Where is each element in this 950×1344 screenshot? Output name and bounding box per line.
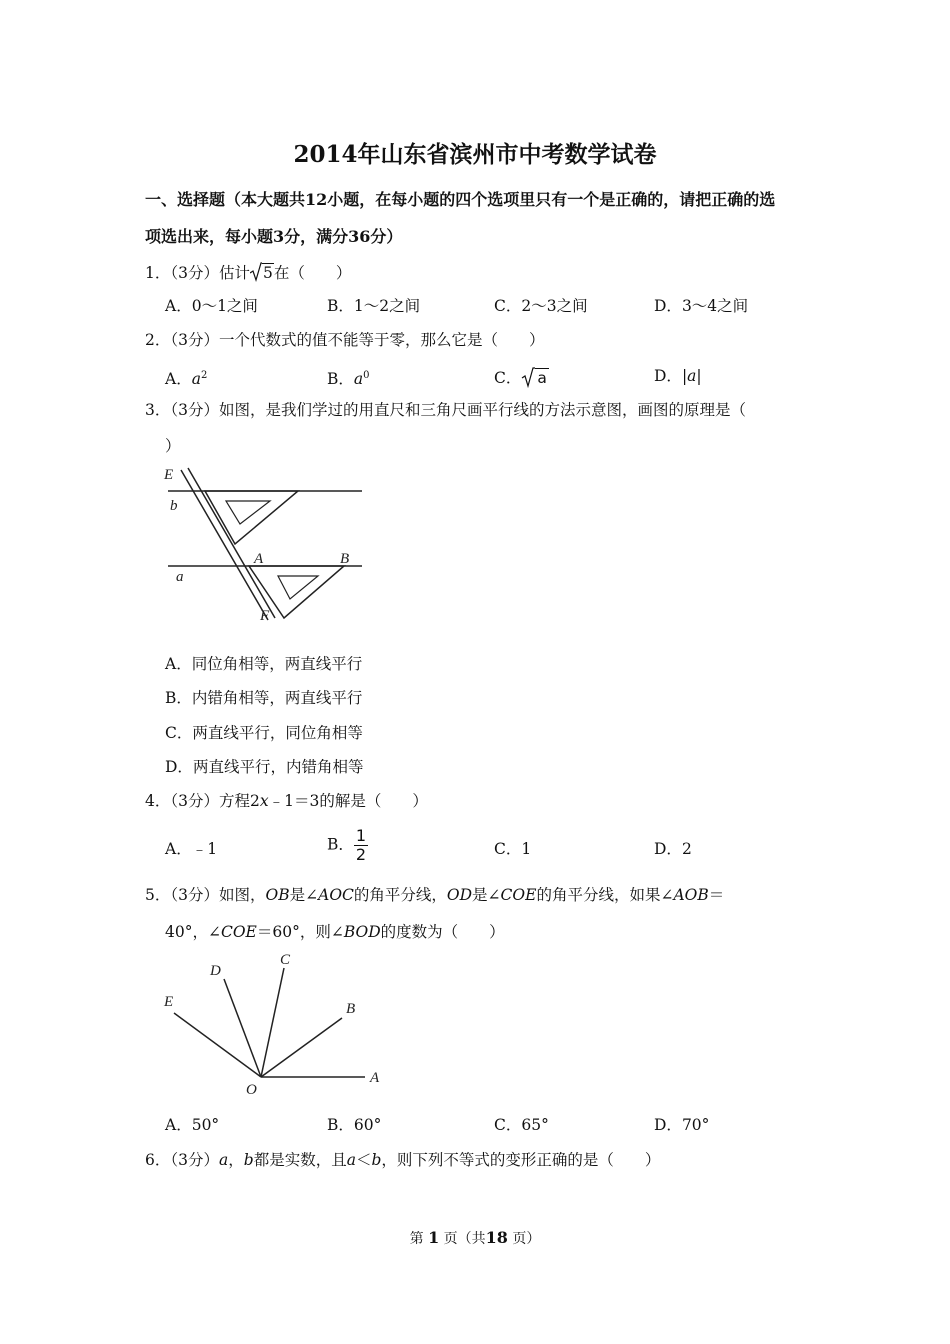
q4-option-d[interactable]: D．2 — [654, 840, 692, 858]
question-4: 4．（3分）方程2x﹣1＝3的解是（ ） — [145, 792, 428, 810]
q5-option-b[interactable]: B．60° — [327, 1116, 382, 1134]
label-A: A — [254, 551, 264, 567]
math-variable: OD — [446, 886, 473, 904]
math-variable: a — [219, 1151, 229, 1169]
angle-bisector-figure — [160, 948, 390, 1098]
math-variable: AOC — [318, 886, 354, 904]
q5-line1: 如图，OB是∠AOC的角平分线，OD是∠COE的角平分线，如果∠AOB＝ — [219, 886, 725, 904]
section-header: 一、选择题（本大题共12小题，在每小题的四个选项里只有一个是正确的，请把正确的选 — [145, 190, 776, 209]
ray-OC — [261, 968, 284, 1077]
fraction-one-half: $\frac{1}{2}$ — [355, 826, 367, 864]
q1-option-d[interactable]: D．3～4之间 — [654, 297, 749, 315]
q2-option-c[interactable]: C． a — [494, 366, 549, 388]
math-variable: BOD — [343, 923, 381, 941]
section-header-cont: 项选出来，每小题3分，满分36分） — [145, 227, 403, 246]
q4-option-b[interactable]: B． $\frac{1}{2}$ — [327, 826, 367, 864]
question-3-cont: ） — [165, 437, 181, 455]
question-6: 6．（3分）a，b都是实数，且a＜b，则下列不等式的变形正确的是（ ） — [145, 1151, 661, 1169]
q5-line2: 40°，∠COE＝60°，则∠BOD的度数为（ ） — [165, 923, 505, 941]
label-A: A — [370, 1070, 380, 1086]
q5-option-c[interactable]: C．65° — [494, 1116, 549, 1134]
q5-option-a[interactable]: A．50° — [165, 1116, 220, 1134]
sqrt-5: 5 — [250, 262, 274, 283]
label-E: E — [164, 994, 174, 1010]
math-variable: COE — [500, 886, 537, 904]
math-variable: b — [243, 1151, 254, 1169]
q2-option-a[interactable]: A．$a^2$ — [165, 370, 208, 389]
triangle-lower-inner — [278, 576, 318, 599]
q2-option-b[interactable]: B．$a^0$ — [327, 370, 370, 389]
q6-text: a，b都是实数，且a＜b，则下列不等式的变形正确的是（ ） — [219, 1151, 661, 1169]
page-title: 2014年山东省滨州市中考数学试卷 — [293, 141, 657, 168]
label-C: C — [280, 952, 291, 968]
question-5: 5．（3分）如图，OB是∠AOC的角平分线，OD是∠COE的角平分线，如果∠AOB＝ — [145, 886, 725, 904]
q3-option-a[interactable]: A．同位角相等，两直线平行 — [165, 655, 363, 673]
label-F: F — [260, 608, 270, 624]
ray-OE — [174, 1013, 261, 1077]
q3-option-b[interactable]: B．内错角相等，两直线平行 — [165, 689, 363, 707]
label-E: E — [164, 467, 174, 483]
q2-option-d[interactable]: D．|a| — [654, 367, 702, 385]
q1-option-c[interactable]: C．2～3之间 — [494, 297, 588, 315]
math-variable: a — [346, 1151, 356, 1169]
question-5-cont — [165, 922, 505, 942]
q5-option-d[interactable]: D．70° — [654, 1116, 710, 1134]
question-3: 3．（3分）如图，是我们学过的用直尺和三角尺画平行线的方法示意图，画图的原理是（ — [145, 401, 747, 419]
ray-OD — [224, 979, 261, 1077]
parallel-lines-figure — [160, 462, 370, 627]
question-2: 2．（3分）一个代数式的值不能等于零，那么它是（ ） — [145, 331, 545, 349]
page-total: 18 — [485, 1228, 508, 1247]
question-number: 1． — [145, 264, 171, 282]
q3-option-c[interactable]: C．两直线平行，同位角相等 — [165, 724, 363, 742]
page-number: 1 — [428, 1228, 440, 1247]
math-variable: AOB — [673, 886, 709, 904]
label-D: D — [210, 963, 221, 979]
ruler-edge-1 — [181, 470, 268, 620]
question-score: （3分） — [170, 264, 219, 282]
sqrt-a: a — [521, 366, 549, 388]
q1-option-b[interactable]: B．1～2之间 — [327, 297, 421, 315]
label-B: B — [340, 551, 350, 567]
label-b: b — [170, 498, 178, 514]
math-variable: OB — [265, 886, 290, 904]
q4-option-a[interactable]: A．﹣1 — [165, 840, 218, 858]
q3-option-d[interactable]: D．两直线平行，内错角相等 — [165, 758, 364, 776]
q1-option-a[interactable]: A．0～1之间 — [165, 297, 258, 315]
label-O: O — [246, 1082, 257, 1098]
question-1: 1．（3分）估计 5在（ ） — [145, 264, 352, 282]
math-variable: COE — [220, 923, 257, 941]
label-a: a — [176, 569, 184, 585]
ray-OB — [261, 1018, 342, 1077]
q4-option-c[interactable]: C．1 — [494, 840, 532, 858]
page-footer: 第 1 页（共18 页） — [409, 1228, 541, 1247]
label-B: B — [346, 1001, 356, 1017]
math-variable: b — [371, 1151, 382, 1169]
